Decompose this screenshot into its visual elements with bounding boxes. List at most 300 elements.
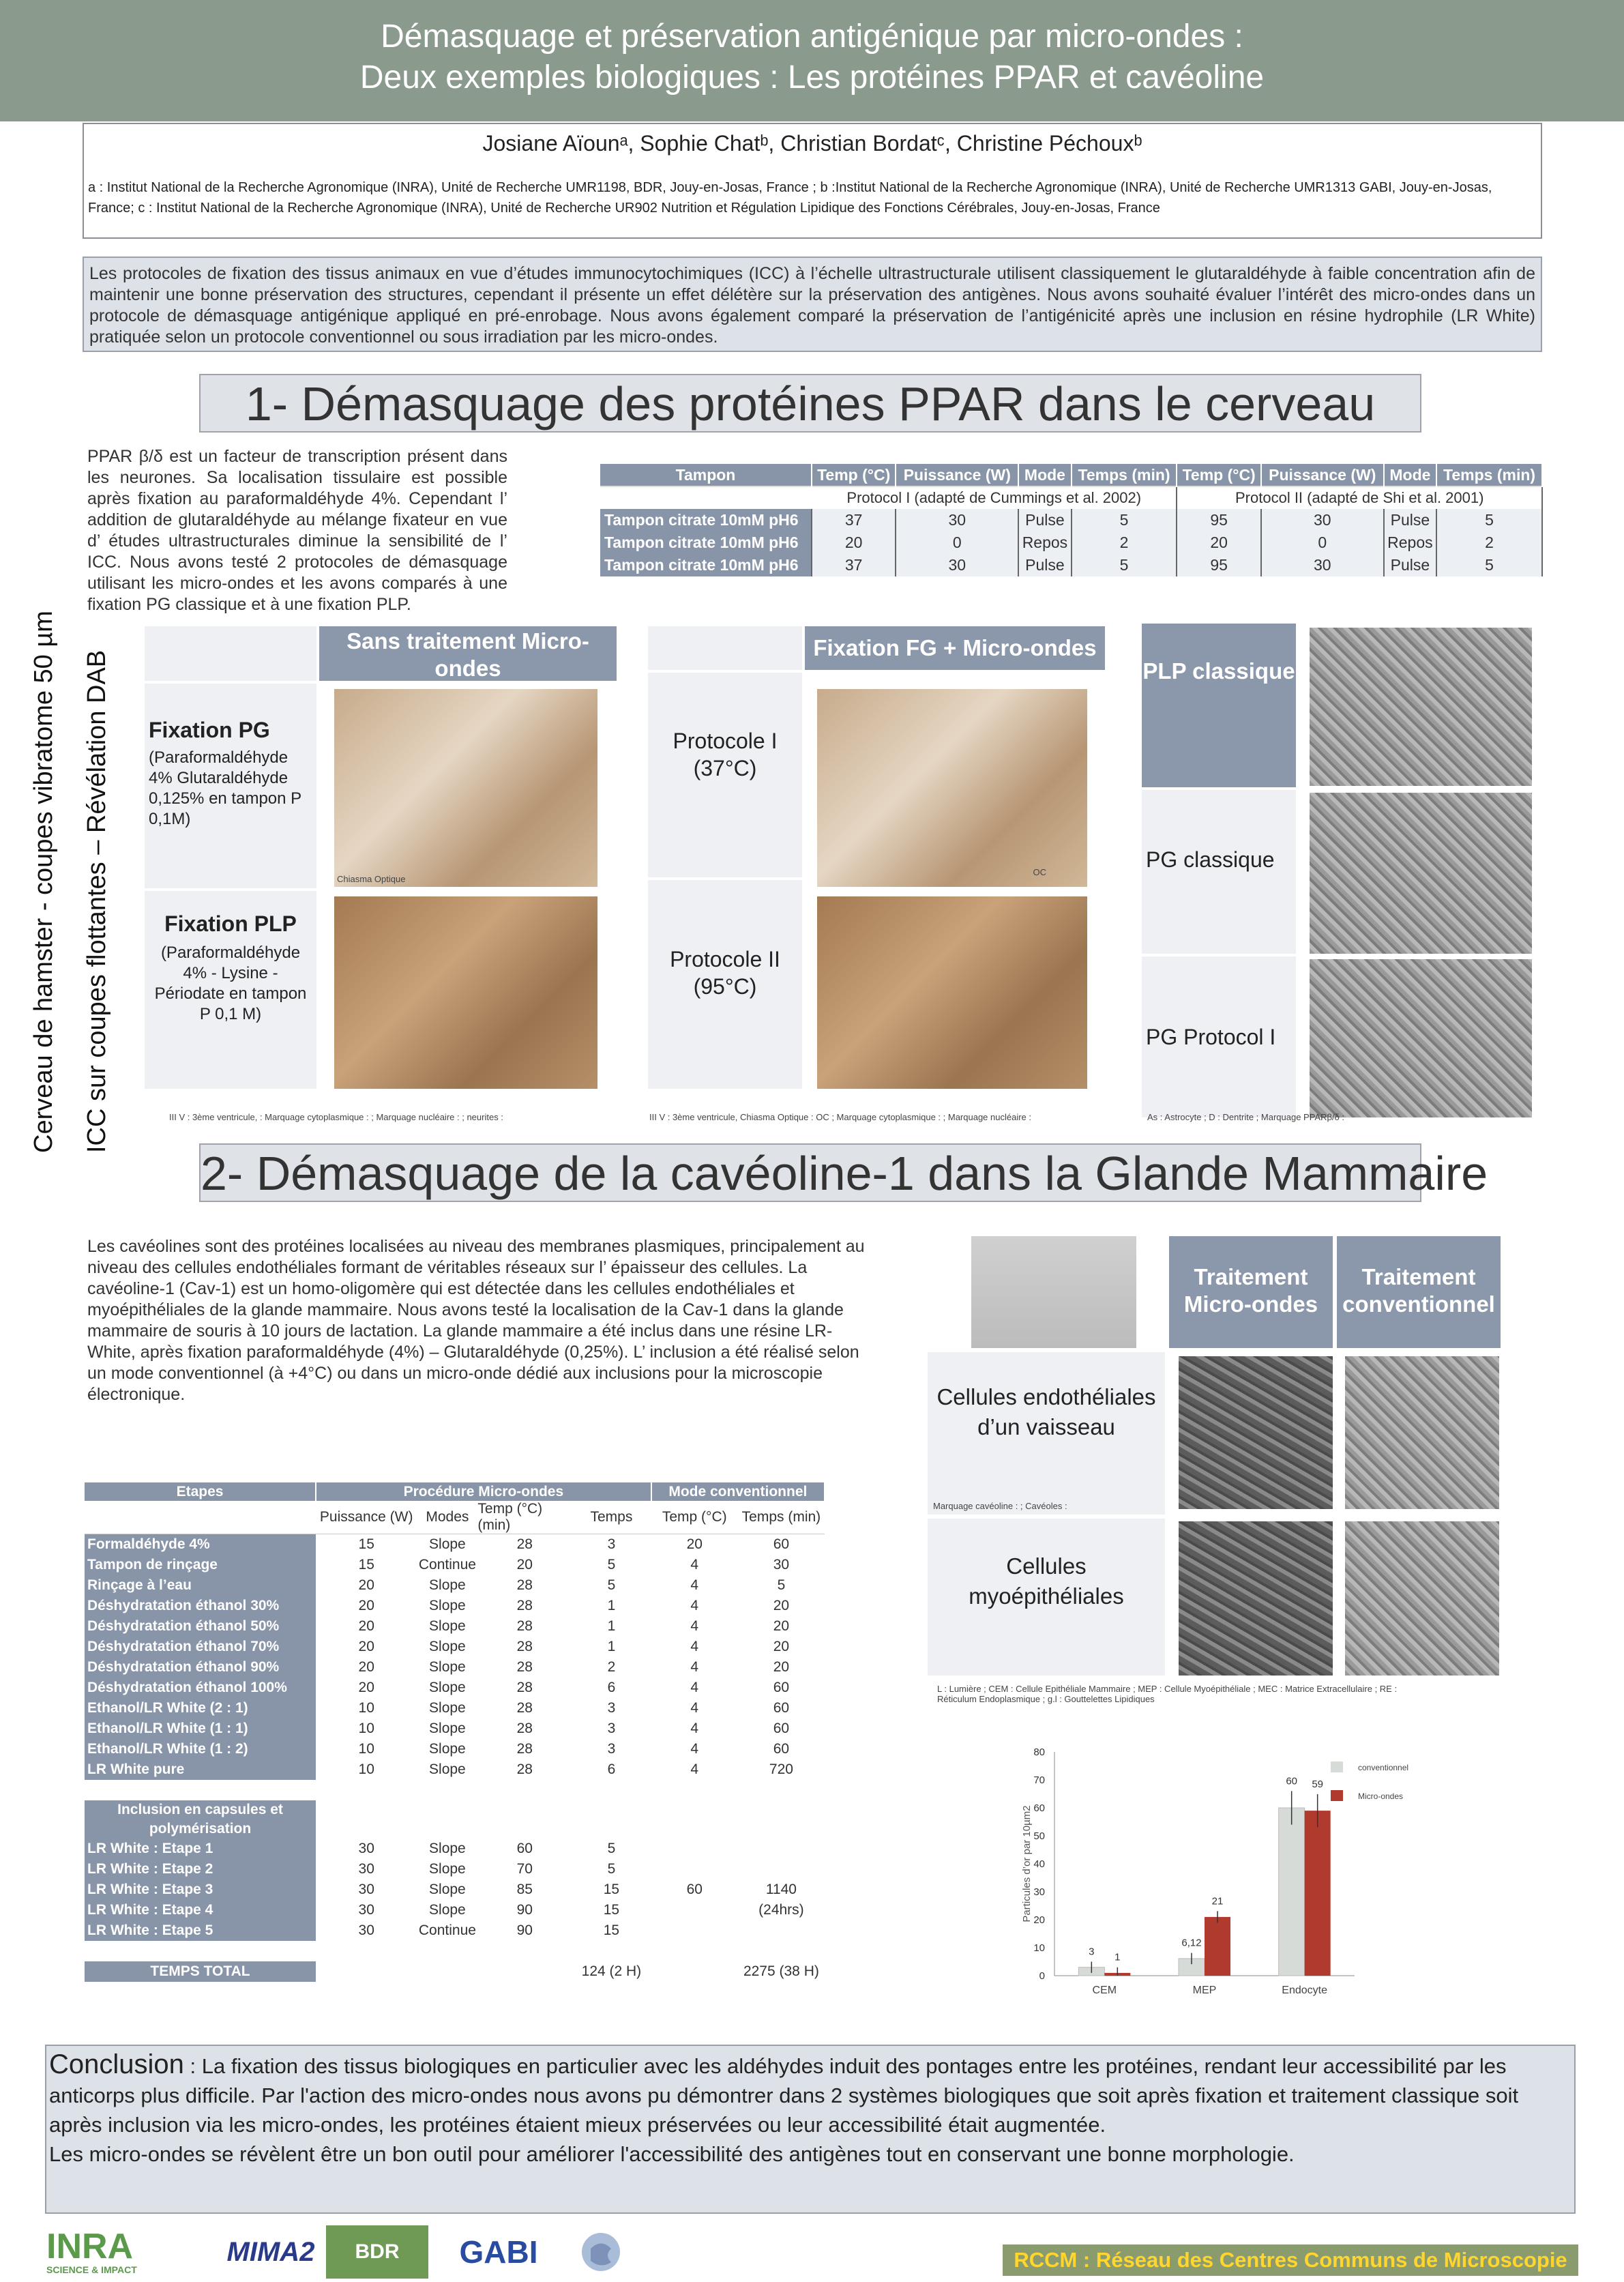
col-temps-2: Temps (min) <box>1436 464 1542 486</box>
cell: 37 <box>812 509 896 531</box>
cell: 5 <box>572 1859 651 1879</box>
table-row <box>85 1739 825 1759</box>
legend-label: Micro-ondes <box>1358 1791 1404 1801</box>
protocol-row <box>600 486 1542 509</box>
x-tick-label: MEP <box>1192 1985 1217 1996</box>
cell: Slope <box>417 1698 477 1718</box>
cell: 30 <box>896 554 1018 576</box>
cell: 1 <box>572 1616 651 1637</box>
cell: 30 <box>738 1555 825 1575</box>
section-2-title: 2- Démasquage de la cavéoline-1 dans la Glande Mammaire <box>199 1143 1421 1202</box>
cell: 28 <box>477 1534 572 1555</box>
y-tick-label: 30 <box>1033 1886 1045 1898</box>
ppar-protocol-table <box>600 464 1543 576</box>
cell: 30 <box>316 1859 417 1879</box>
cell: 20 <box>738 1616 825 1637</box>
cell: 5 <box>1072 509 1177 531</box>
row-label: Tampon citrate 10mM pH6 <box>600 509 812 531</box>
table-row <box>600 531 1542 554</box>
sub-header <box>85 1501 316 1534</box>
pg-classique-label: PG classique <box>1146 847 1275 872</box>
cell: Continue <box>417 1555 477 1575</box>
data-label: 21 <box>1211 1895 1224 1907</box>
y-tick-label: 0 <box>1039 1970 1045 1982</box>
cell <box>651 1900 738 1920</box>
cell: 5 <box>572 1575 651 1596</box>
cell: Slope <box>417 1637 477 1657</box>
y-axis-label: Particules d’or par 10µm2 <box>1021 1805 1033 1922</box>
cell: 28 <box>477 1596 572 1616</box>
x-tick-label: CEM <box>1092 1985 1117 1996</box>
grid-row-pg-protocol <box>1142 956 1296 1117</box>
protocol-2-label: Protocole II (95°C) <box>670 947 780 999</box>
row-myoepithelial <box>928 1519 1165 1676</box>
cell: 60 <box>651 1879 738 1900</box>
cell: Slope <box>417 1616 477 1637</box>
table-row <box>85 1920 825 1941</box>
cell: 5 <box>738 1575 825 1596</box>
mima2-logo: MIMA2 <box>226 2236 315 2267</box>
table-row <box>85 1637 825 1657</box>
fixation-pg-desc: (Paraformaldéhyde 4% Glutaraldéhyde 0,125% en tampon P 0,1M) <box>149 748 301 828</box>
cell: 3 <box>572 1698 651 1718</box>
cell: Pulse <box>1018 554 1071 576</box>
sub-header: Temp (°C) (min) <box>477 1501 572 1534</box>
plp-classique-label: PLP classique <box>1142 624 1296 787</box>
step-label: LR White : Etape 4 <box>85 1900 316 1920</box>
cell: 4 <box>651 1555 738 1575</box>
footer-logos <box>45 2225 1000 2280</box>
blank-cell <box>600 486 812 509</box>
spacer-cell <box>85 1941 825 1961</box>
col-mode: Mode <box>1018 464 1071 486</box>
col-puissance: Puissance (W) <box>896 464 1018 486</box>
cell <box>651 1920 738 1941</box>
inclusion-label: Inclusion en capsules et polymérisation <box>85 1800 316 1839</box>
section-1-title: 1- Démasquage des protéines PPAR dans le cerveau <box>199 374 1421 433</box>
cell: Slope <box>417 1900 477 1920</box>
grid-row-protocol-1 <box>648 673 802 877</box>
cell: 15 <box>572 1900 651 1920</box>
cell: 30 <box>316 1839 417 1859</box>
cell: 28 <box>477 1657 572 1678</box>
cell: 15 <box>572 1920 651 1941</box>
micrograph-plp <box>334 896 597 1089</box>
cell: 20 <box>738 1637 825 1657</box>
col-traitement-conv: Traitement conventionnel <box>1337 1236 1501 1348</box>
sub-header: Modes <box>417 1501 477 1534</box>
cell: 28 <box>477 1616 572 1637</box>
cell: 37 <box>812 554 896 576</box>
cell: 2 <box>572 1657 651 1678</box>
cell: 90 <box>477 1900 572 1920</box>
cell: 30 <box>896 509 1018 531</box>
grid-row-pg <box>145 684 316 888</box>
table-row <box>85 1657 825 1678</box>
grid3-caption: As : Astrocyte ; D : Dentrite ; Marquage PPARβ/δ : <box>1147 1112 1345 1122</box>
gabi-logo: GABI <box>459 2234 538 2270</box>
vertical-label-icc: ICC sur coupes flottantes – Révélation DAB <box>83 649 111 1153</box>
author-list: Josiane Aïounᵃ, Sophie Chatᵇ, Christian Bordatᶜ, Christine Péchouxᵇ <box>482 131 1142 156</box>
step-label: Ethanol/LR White (1 : 2) <box>85 1739 316 1759</box>
cell: Pulse <box>1384 554 1436 576</box>
step-label: Déshydratation éthanol 100% <box>85 1678 316 1698</box>
bar-micro-ondes <box>1205 1917 1230 1976</box>
cell: 20 <box>477 1555 572 1575</box>
grid-em <box>1142 624 1541 1128</box>
cell: 20 <box>812 531 896 554</box>
total-row <box>85 1961 825 1982</box>
em-myo-mo <box>1179 1521 1333 1676</box>
table-group-header <box>85 1482 825 1501</box>
step-label: LR White pure <box>85 1759 316 1780</box>
cell: 30 <box>316 1879 417 1900</box>
micrograph-protocol-2 <box>817 896 1087 1089</box>
conclusion-box <box>45 2045 1576 2214</box>
col-temps: Temps (min) <box>1072 464 1177 486</box>
cell: 20 <box>738 1596 825 1616</box>
cell: Slope <box>417 1879 477 1900</box>
row-endothelial <box>928 1352 1165 1515</box>
table-header-row <box>600 464 1542 486</box>
caveolin-marker-note: Marquage cavéoline : ; Cavéoles : <box>933 1501 1067 1511</box>
cell: Slope <box>417 1596 477 1616</box>
cell: Slope <box>417 1575 477 1596</box>
cell: (24hrs) <box>738 1900 825 1920</box>
cell: 30 <box>316 1920 417 1941</box>
legend-swatch <box>1331 1761 1343 1772</box>
cell: 20 <box>316 1575 417 1596</box>
data-label: 59 <box>1312 1778 1324 1790</box>
sub-header: Temps (min) <box>738 1501 825 1534</box>
sub-header: Puissance (W) <box>316 1501 417 1534</box>
protocol-1-label: Protocol I (adapté de Cummings et al. 2002) <box>812 486 1177 509</box>
cell: 4 <box>651 1657 738 1678</box>
grid2-caption: III V : 3ème ventricule, Chiasma Optique : OC ; Marquage cytoplasmique : ; Marquage nucléaire : <box>649 1112 1031 1122</box>
blank-cell <box>417 1961 477 1982</box>
cell <box>738 1839 825 1859</box>
inra-logo <box>46 2225 190 2279</box>
cell: 70 <box>477 1859 572 1879</box>
data-label: 60 <box>1286 1775 1298 1787</box>
cell: 10 <box>316 1759 417 1780</box>
step-label: LR White : Etape 1 <box>85 1839 316 1859</box>
table-row <box>85 1759 825 1780</box>
cell: 60 <box>477 1839 572 1859</box>
table-row <box>85 1575 825 1596</box>
cell: 1 <box>572 1637 651 1657</box>
conclusion-title: Conclusion <box>49 2049 184 2079</box>
bar-conventionnel <box>1279 1808 1305 1976</box>
legend-swatch <box>1331 1790 1343 1801</box>
cell: 20 <box>651 1534 738 1555</box>
step-label: Déshydratation éthanol 30% <box>85 1596 316 1616</box>
pg-protocol-label: PG Protocol I <box>1146 1025 1276 1049</box>
cell: 28 <box>477 1718 572 1739</box>
grid-corner <box>648 626 802 670</box>
grid-corner <box>145 626 316 681</box>
step-label: Formaldéhyde 4% <box>85 1534 316 1555</box>
cell: 3 <box>572 1718 651 1739</box>
total-mw: 124 (2 H) <box>572 1961 651 1982</box>
grid-fixation <box>145 626 617 1122</box>
col-temp: Temp (°C) <box>812 464 896 486</box>
y-tick-label: 20 <box>1033 1914 1045 1926</box>
cell: 28 <box>477 1575 572 1596</box>
cell: 3 <box>572 1534 651 1555</box>
blank-cell <box>651 1961 738 1982</box>
step-label: Tampon de rinçage <box>85 1555 316 1575</box>
cell: 95 <box>1177 509 1260 531</box>
caveolin-text: Les cavéolines sont des protéines localisées au niveau des membranes plasmiques, principalement au niveau des cellules endothéliales formant de véritables réseaux sur l’ épaisseur des cellules. La cavéoline-1 (Cav-1) est un homo-oligomère qui est détectée dans les cellules endothéliales et myoépithéliales de la glande mammaire. Nous avons testé la localisation de la Cav-1 dans la glande mammaire de souris à 10 jours de lactation. La glande mammaire a été inclus dans une résine LR-White, après fixation paraformaldéhyde (4%) – Glutaraldéhyde (0,25%). L’ inclusion a été réalisé selon un mode conventionnel (à +4°C) ou dans un micro-onde dédié aux inclusions pour la microscopie électronique. <box>87 1237 865 1404</box>
cell: 20 <box>316 1637 417 1657</box>
micrograph-protocol-1 <box>817 689 1087 887</box>
cell: 1140 <box>738 1879 825 1900</box>
em-pg-classique <box>1310 793 1532 954</box>
cell: 30 <box>316 1900 417 1920</box>
chiasma-label: Chiasma Optique <box>337 874 406 884</box>
step-label: Ethanol/LR White (2 : 1) <box>85 1698 316 1718</box>
cell: 4 <box>651 1759 738 1780</box>
em-thumbnail <box>971 1236 1136 1348</box>
cell: Slope <box>417 1739 477 1759</box>
y-tick-label: 50 <box>1033 1830 1045 1842</box>
cell: 4 <box>651 1739 738 1759</box>
table-row <box>85 1616 825 1637</box>
step-label: Déshydratation éthanol 50% <box>85 1616 316 1637</box>
em-endo-conv <box>1345 1356 1499 1509</box>
cell: 10 <box>316 1698 417 1718</box>
rccm-banner: RCCM : Réseau des Centres Communs de Microscopie <box>1003 2244 1578 2276</box>
protocol-1-label: Protocole I (37°C) <box>673 729 778 780</box>
blank-cell <box>316 1800 825 1839</box>
cell: 5 <box>572 1555 651 1575</box>
inclusion-row <box>85 1800 825 1839</box>
grid-row-plp <box>145 891 316 1089</box>
col-mode-2: Mode <box>1384 464 1436 486</box>
cell <box>738 1920 825 1941</box>
cell: Slope <box>417 1718 477 1739</box>
table-row <box>85 1900 825 1920</box>
em-endo-mo <box>1179 1356 1333 1509</box>
cell: 60 <box>738 1534 825 1555</box>
table-row <box>85 1839 825 1859</box>
inra-logo-text: INRA <box>46 2227 134 2266</box>
y-tick-label: 40 <box>1033 1858 1045 1870</box>
table-row <box>85 1698 825 1718</box>
cell: 2 <box>1436 531 1542 554</box>
cell <box>651 1839 738 1859</box>
cell: Slope <box>417 1534 477 1555</box>
cell: 20 <box>316 1657 417 1678</box>
y-tick-label: 60 <box>1033 1802 1045 1814</box>
cell: 5 <box>1436 509 1542 531</box>
caveolin-em-grid <box>928 1236 1541 1707</box>
cell: 30 <box>1261 554 1384 576</box>
step-label: LR White : Etape 3 <box>85 1879 316 1900</box>
cell: 4 <box>651 1596 738 1616</box>
col-mode-conv: Mode conventionnel <box>651 1482 825 1501</box>
cell: 20 <box>316 1616 417 1637</box>
cell: 20 <box>738 1657 825 1678</box>
table-row <box>85 1596 825 1616</box>
cell <box>651 1859 738 1879</box>
cell: 60 <box>738 1678 825 1698</box>
fixation-plp-desc: (Paraformaldéhyde 4% - Lysine - Périodate en tampon P 0,1 M) <box>154 943 307 1023</box>
cell: 10 <box>316 1718 417 1739</box>
title-line-1: Démasquage et préservation antigénique par micro-ondes : <box>381 18 1243 55</box>
cell: 6 <box>572 1678 651 1698</box>
table-row <box>85 1859 825 1879</box>
y-tick-label: 80 <box>1033 1746 1045 1758</box>
cell: 28 <box>477 1698 572 1718</box>
cell: 4 <box>651 1637 738 1657</box>
data-label: 6,12 <box>1181 1937 1202 1949</box>
col-temp-2: Temp (°C) <box>1177 464 1260 486</box>
col-procedure-mo: Procédure Micro-ondes <box>316 1482 651 1501</box>
sub-header: Temp (°C) <box>651 1501 738 1534</box>
x-tick-label: Endocyte <box>1282 1985 1328 1996</box>
cell: Repos <box>1018 531 1071 554</box>
grid-header-sans-mo: Sans traitement Micro-ondes <box>319 626 617 681</box>
micrograph-pg <box>334 689 597 887</box>
title-line-2: Deux exemples biologiques : Les protéines PPAR et cavéoline <box>359 59 1265 96</box>
cell: Slope <box>417 1759 477 1780</box>
protocol-2-label: Protocol II (adapté de Shi et al. 2001) <box>1177 486 1542 509</box>
conclusion-text-1: : La fixation des tissus biologiques en particulier avec les aldéhydes induit des pontages entre les protéines, rendant leur accessibilité par les anticorps plus difficile. Par l'action des micro-ondes nous avons pu démontrer dans 2 systèmes biologiques que soit après fixation et traitement classique soit après inclusion via les micro-ondes, les protéines étaient mieux préservées ou leur accessibilité était augmentée. <box>49 2054 1519 2137</box>
step-label: Rinçage à l’eau <box>85 1575 316 1596</box>
caveolin-caption: L : Lumière ; CEM : Cellule Epithéliale Mammaire ; MEP : Cellule Myoépithéliale ; MEC : Matrice Extracellulaire ; RE : Réticulum Endoplasmique ; g.l : Gouttelettes Lipidiques <box>937 1684 1398 1704</box>
cell: 60 <box>738 1718 825 1739</box>
intro-box: Les protocoles de fixation des tissus animaux en vue d’études immunocytochimiques (ICC) à l’échelle ultrastructurale utilisent classiquement le glutaraldéhyde à faible concentration afin de maintenir une bonne préservation des structures, cependant il présente un effet délétère sur la préservation des antigènes. Nous avons souhaité évaluer l’intérêt des micro-ondes dans un protocole de démasquage antigénique appliqué en pré-enrobage. Nous avons également comparé la préservation de l’antigénicité après une inclusion en résine hydrophile (LR White) pratiquée selon un protocole conventionnel ou sous irradiation par les micro-ondes. <box>83 257 1542 352</box>
cell: 4 <box>651 1575 738 1596</box>
total-label: TEMPS TOTAL <box>85 1961 316 1982</box>
cell: 10 <box>316 1739 417 1759</box>
em-plp <box>1310 628 1532 786</box>
grid-row-protocol-2 <box>648 880 802 1089</box>
blank-cell <box>316 1961 417 1982</box>
data-label: 1 <box>1114 1951 1121 1963</box>
table-row <box>85 1879 825 1900</box>
grid-row-pg-classique <box>1142 790 1296 954</box>
fixation-pg-title: Fixation PG <box>149 718 270 742</box>
step-label: Déshydratation éthanol 70% <box>85 1637 316 1657</box>
blank-cell <box>477 1961 572 1982</box>
endothelial-label: Cellules endothéliales d’un vaisseau <box>936 1384 1156 1439</box>
inclusion-protocol-table <box>85 1482 825 1982</box>
cell: 15 <box>572 1879 651 1900</box>
cell: 4 <box>651 1698 738 1718</box>
cell: 0 <box>1261 531 1384 554</box>
cell: 60 <box>738 1739 825 1759</box>
y-tick-label: 10 <box>1033 1942 1045 1954</box>
cell: 95 <box>1177 554 1260 576</box>
col-puissance-2: Puissance (W) <box>1261 464 1384 486</box>
caveolin-gold-particle-chart <box>986 1744 1518 2017</box>
cell: 20 <box>1177 531 1260 554</box>
cell: Continue <box>417 1920 477 1941</box>
affiliations: a : Institut National de la Recherche Agronomique (INRA), Unité de Recherche UMR1198, BDR, Jouy-en-Josas, France ; b :Institut National de la Recherche Agronomique (INRA), Unité de Recherche UMR1313 GABI, Jouy-en-Josas, France; c : Institut National de la Recherche Agronomique (INRA), Unité de Recherche UR902 Nutrition et Régulation Lipidique des Fonctions Cérébrales, Jouy-en-Josas, France <box>88 180 1492 216</box>
cell: 1 <box>572 1596 651 1616</box>
cell: Repos <box>1384 531 1436 554</box>
table-sub-header <box>85 1501 825 1534</box>
step-label: Déshydratation éthanol 90% <box>85 1657 316 1678</box>
cell: 28 <box>477 1739 572 1759</box>
em-pg-protocol <box>1310 959 1532 1117</box>
brain-logo <box>570 2225 632 2279</box>
cell: 30 <box>1261 509 1384 531</box>
cell: 15 <box>316 1555 417 1575</box>
cell: 4 <box>651 1678 738 1698</box>
authors-box <box>83 123 1542 239</box>
cell: 0 <box>896 531 1018 554</box>
col-etapes: Etapes <box>85 1482 316 1501</box>
cell: 4 <box>651 1616 738 1637</box>
cell: 5 <box>572 1839 651 1859</box>
table-row <box>85 1555 825 1575</box>
conclusion-text-2: Les micro-ondes se révèlent être un bon outil pour améliorer l'accessibilité des antigènes tout en conservant une bonne morphologie. <box>49 2142 1295 2166</box>
table-row <box>600 509 1542 531</box>
cell: 60 <box>738 1698 825 1718</box>
step-label: LR White : Etape 2 <box>85 1859 316 1879</box>
row-label: Tampon citrate 10mM pH6 <box>600 554 812 576</box>
cell: Slope <box>417 1657 477 1678</box>
vertical-label-brain: Cerveau de hamster - coupes vibratome 50 µm <box>29 611 58 1153</box>
row-label: Tampon citrate 10mM pH6 <box>600 531 812 554</box>
cell: 2 <box>1072 531 1177 554</box>
cell: 5 <box>1072 554 1177 576</box>
cell: 85 <box>477 1879 572 1900</box>
cell: 28 <box>477 1759 572 1780</box>
cell: 28 <box>477 1637 572 1657</box>
col-traitement-mo: Traitement Micro-ondes <box>1169 1236 1333 1348</box>
cell: 720 <box>738 1759 825 1780</box>
myoepithelial-label: Cellules myoépithéliales <box>969 1553 1124 1609</box>
cell: 4 <box>651 1718 738 1739</box>
cell: 3 <box>572 1739 651 1759</box>
y-tick-label: 70 <box>1033 1774 1045 1786</box>
em-myo-conv <box>1345 1521 1499 1676</box>
cell: 5 <box>1436 554 1542 576</box>
grid-header-fg-mo: Fixation FG + Micro-ondes <box>805 626 1105 670</box>
spacer-row <box>85 1780 825 1800</box>
table-row <box>85 1718 825 1739</box>
table-row <box>85 1678 825 1698</box>
cell: Pulse <box>1018 509 1071 531</box>
poster-header <box>0 0 1624 121</box>
total-conv: 2275 (38 H) <box>738 1961 825 1982</box>
legend-label: conventionnel <box>1358 1763 1409 1772</box>
grid-microwave <box>648 626 1105 1122</box>
data-label: 3 <box>1089 1946 1095 1958</box>
step-label: Ethanol/LR White (1 : 1) <box>85 1718 316 1739</box>
cell: Slope <box>417 1859 477 1879</box>
cell: 20 <box>316 1596 417 1616</box>
inra-logo-sub: SCIENCE & IMPACT <box>46 2264 137 2275</box>
table-row <box>600 554 1542 576</box>
table-row <box>85 1534 825 1555</box>
spacer-cell <box>85 1780 825 1800</box>
bdr-logo: BDR <box>326 2225 428 2279</box>
brain-icon <box>577 2228 625 2276</box>
bar-micro-ondes <box>1305 1811 1331 1976</box>
cell: Pulse <box>1384 509 1436 531</box>
ppar-text: PPAR β/δ est un facteur de transcription présent dans les neurones. Sa localisation tissulaire est possible après fixation au paraformaldéhyde 4%. Cependant l’ addition de glutaraldéhyde au mélange fixateur en vue d’ études ultrastructurales diminue la sensibilité de l’ ICC. Nous avons testé 2 protocoles de démasquage utilisant les micro-ondes et les avons comparés à une fixation PG classique et à une fixation PLP. <box>87 447 507 614</box>
oc-label: OC <box>1033 867 1046 877</box>
col-tampon: Tampon <box>600 464 812 486</box>
cell: Slope <box>417 1839 477 1859</box>
cell: 90 <box>477 1920 572 1941</box>
